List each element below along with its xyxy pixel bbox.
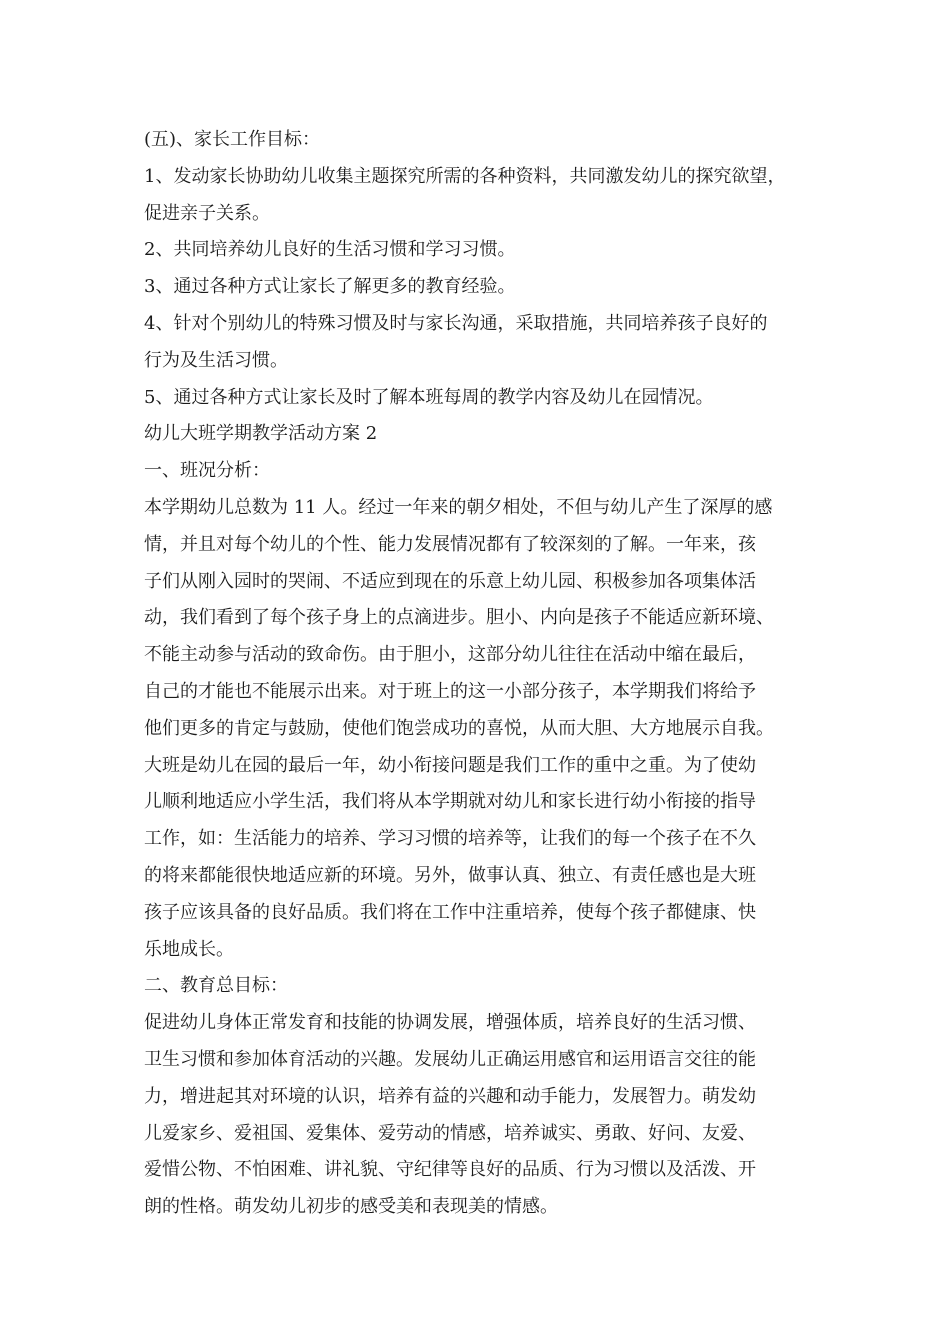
text-line: 儿顺利地适应小学生活，我们将从本学期就对幼儿和家长进行幼小衔接的指导 bbox=[144, 791, 756, 813]
text-line: 4、针对个别幼儿的特殊习惯及时与家长沟通，采取措施，共同培养孩子良好的 bbox=[144, 312, 768, 334]
text-line: 促进幼儿身体正常发育和技能的协调发展，增强体质，培养良好的生活习惯、 bbox=[144, 1012, 756, 1034]
section-heading-class-analysis: 一、班况分析： bbox=[144, 460, 270, 482]
text-line: 动，我们看到了每个孩子身上的点滴进步。胆小、内向是孩子不能适应新环境、 bbox=[144, 607, 774, 629]
text-line: 2、共同培养幼儿良好的生活习惯和学习习惯。 bbox=[144, 239, 516, 261]
text-line: 爱惜公物、不怕困难、讲礼貌、守纪律等良好的品质、行为习惯以及活泼、开 bbox=[144, 1159, 756, 1181]
text-line: 行为及生活习惯。 bbox=[144, 349, 288, 371]
document-body bbox=[144, 122, 824, 1226]
text-line: 乐地成长。 bbox=[144, 938, 234, 960]
text-line: 大班是幼儿在园的最后一年，幼小衔接问题是我们工作的重中之重。为了使幼 bbox=[144, 754, 756, 776]
text-line: 不能主动参与活动的致命伤。由于胆小，这部分幼儿往往在活动中缩在最后， bbox=[144, 644, 756, 666]
text-line: 促进亲子关系。 bbox=[144, 202, 270, 224]
text-line: 他们更多的肯定与鼓励，使他们饱尝成功的喜悦，从而大胆、大方地展示自我。 bbox=[144, 717, 774, 739]
text-line: 工作，如：生活能力的培养、学习习惯的培养等，让我们的每一个孩子在不久 bbox=[144, 828, 756, 850]
text-line: 自己的才能也不能展示出来。对于班上的这一小部分孩子，本学期我们将给予 bbox=[144, 680, 756, 702]
text-line: 力，增进起其对环境的认识，培养有益的兴趣和动手能力，发展智力。萌发幼 bbox=[144, 1085, 756, 1107]
text-line: 儿爱家乡、爱祖国、爱集体、爱劳动的情感，培养诚实、勇敢、好问、友爱、 bbox=[144, 1122, 756, 1144]
text-line: 孩子应该具备的良好品质。我们将在工作中注重培养，使每个孩子都健康、快 bbox=[144, 901, 756, 923]
text-line: 5、通过各种方式让家长及时了解本班每周的教学内容及幼儿在园情况。 bbox=[144, 386, 714, 408]
text-line: 1、发动家长协助幼儿收集主题探究所需的各种资料，共同激发幼儿的探究欲望， bbox=[144, 165, 786, 187]
text-line: 本学期幼儿总数为 11 人。经过一年来的朝夕相处，不但与幼儿产生了深厚的感 bbox=[144, 496, 773, 518]
text-line: 3、通过各种方式让家长了解更多的教育经验。 bbox=[144, 276, 516, 298]
text-line: 朗的性格。萌发幼儿初步的感受美和表现美的情感。 bbox=[144, 1196, 558, 1218]
text-line: 情，并且对每个幼儿的个性、能力发展情况都有了较深刻的了解。一年来，孩 bbox=[144, 533, 756, 555]
section-heading-education-goals: 二、教育总目标： bbox=[144, 975, 288, 997]
section-heading-parent-work-goals: (五)、家长工作目标： bbox=[144, 129, 321, 150]
text-line: 卫生习惯和参加体育活动的兴趣。发展幼儿正确运用感官和运用语言交往的能 bbox=[144, 1048, 756, 1070]
document-subtitle: 幼儿大班学期教学活动方案 2 bbox=[144, 423, 378, 445]
text-line: 的将来都能很快地适应新的环境。另外，做事认真、独立、有责任感也是大班 bbox=[144, 864, 756, 886]
text-line: 子们从刚入园时的哭闹、不适应到现在的乐意上幼儿园、积极参加各项集体活 bbox=[144, 570, 756, 592]
